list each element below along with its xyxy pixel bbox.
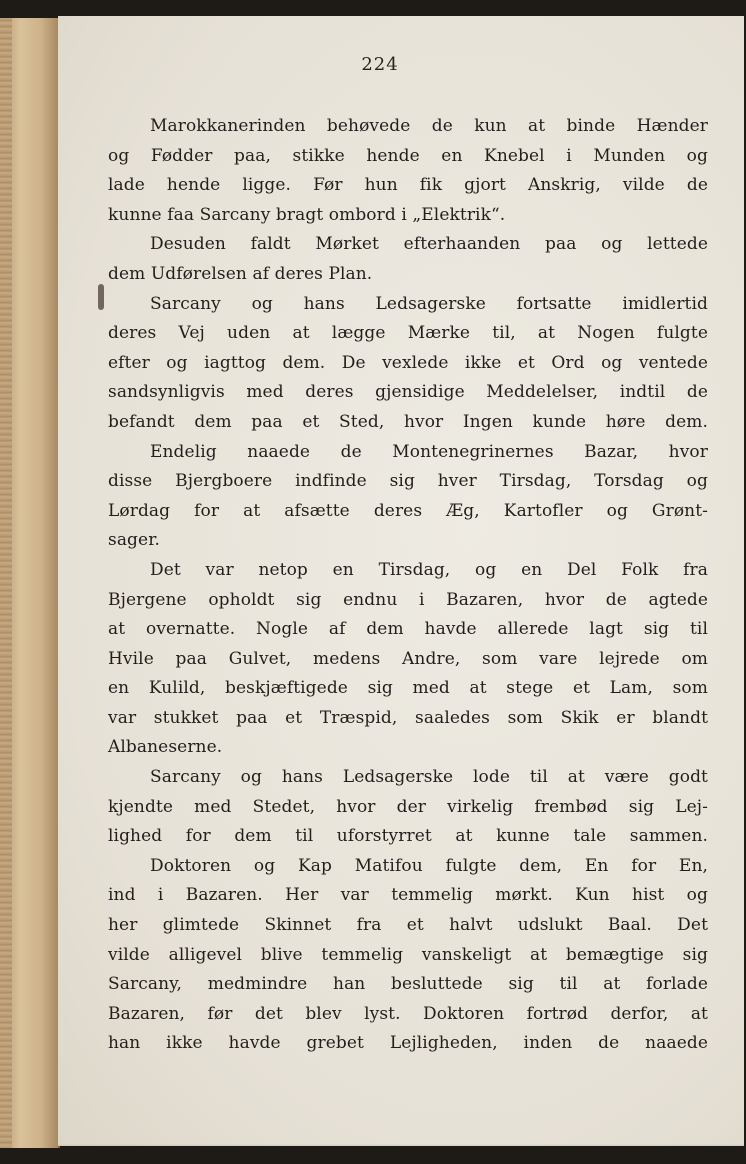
text-line: at overnatte. Nogle af dem havde allerede lagt sig til bbox=[108, 619, 708, 640]
text-line: dem Udførelsen af deres Plan. bbox=[108, 263, 373, 284]
text-line: Sarcany og hans Ledsagerske lode til at være godt bbox=[150, 767, 708, 788]
text-line: sandsynligvis med deres gjensidige Meddelelser, indtil de bbox=[108, 382, 708, 403]
text-line: vilde alligevel blive temmelig vanskeligt at bemægtige sig bbox=[108, 944, 708, 965]
text-line: kunne faa Sarcany bragt ombord i „Elektrik“. bbox=[108, 204, 506, 225]
text-line: disse Bjergboere indfinde sig hver Tirsdag, Torsdag og bbox=[108, 471, 708, 492]
text-line: Sarcany, medmindre han besluttede sig til at forlade bbox=[108, 974, 708, 995]
text-line: han ikke havde grebet Lejligheden, inden de naaede bbox=[108, 1033, 708, 1054]
text-line: ind i Bazaren. Her var temmelig mørkt. Kun hist og bbox=[108, 885, 708, 906]
text-line: Sarcany og hans Ledsagerske fortsatte imidlertid bbox=[150, 293, 708, 314]
text-line: Marokkanerinden behøvede de kun at binde Hænder bbox=[150, 116, 708, 136]
ink-blot bbox=[98, 284, 104, 310]
text-line: kjendte med Stedet, hvor der virkelig frembød sig Lej- bbox=[108, 796, 708, 817]
text-line: Hvile paa Gulvet, medens Andre, som vare lejrede om bbox=[108, 648, 708, 669]
body-text bbox=[108, 112, 708, 1059]
text-line: Doktoren og Kap Matifou fulgte dem, En for En, bbox=[150, 855, 708, 876]
text-line: sager. bbox=[108, 530, 161, 551]
text-line: befandt dem paa et Sted, hvor Ingen kunde høre dem. bbox=[108, 411, 708, 432]
text-line: Bjergene opholdt sig endnu i Bazaren, hvor de agtede bbox=[108, 589, 708, 610]
text-line: var stukket paa et Træspid, saaledes som Skik er blandt bbox=[108, 707, 708, 728]
text-line: Albaneserne. bbox=[108, 737, 223, 758]
book-spine bbox=[0, 18, 60, 1148]
bottom-shadow bbox=[58, 1144, 746, 1164]
text-line: og Fødder paa, stikke hende en Knebel i Munden og bbox=[108, 145, 708, 166]
text-line: Lørdag for at afsætte deres Æg, Kartofler og Grønt- bbox=[108, 500, 708, 521]
text-line: Det var netop en Tirsdag, og en Del Folk fra bbox=[150, 559, 708, 580]
text-line: Endelig naaede de Montenegrinernes Bazar, hvor bbox=[150, 441, 708, 462]
text-line: lade hende ligge. Før hun fik gjort Anskrig, vilde de bbox=[108, 175, 708, 196]
text-line: deres Vej uden at lægge Mærke til, at Nogen fulgte bbox=[108, 323, 708, 344]
text-line: efter og iagttog dem. De vexlede ikke et Ord og ventede bbox=[108, 352, 708, 373]
text-line: lighed for dem til uforstyrret at kunne tale sammen. bbox=[108, 826, 708, 847]
text-line: Desuden faldt Mørket efterhaanden paa og lettede bbox=[150, 234, 708, 255]
text-line: her glimtede Skinnet fra et halvt udslukt Baal. Det bbox=[108, 915, 708, 936]
page-edges bbox=[0, 18, 12, 1148]
text-line: en Kulild, beskjæftigede sig med at stege et Lam, som bbox=[108, 678, 708, 699]
text-line: Bazaren, før det blev lyst. Doktoren fortrød derfor, at bbox=[108, 1003, 708, 1024]
page-number: 224 bbox=[361, 54, 399, 75]
